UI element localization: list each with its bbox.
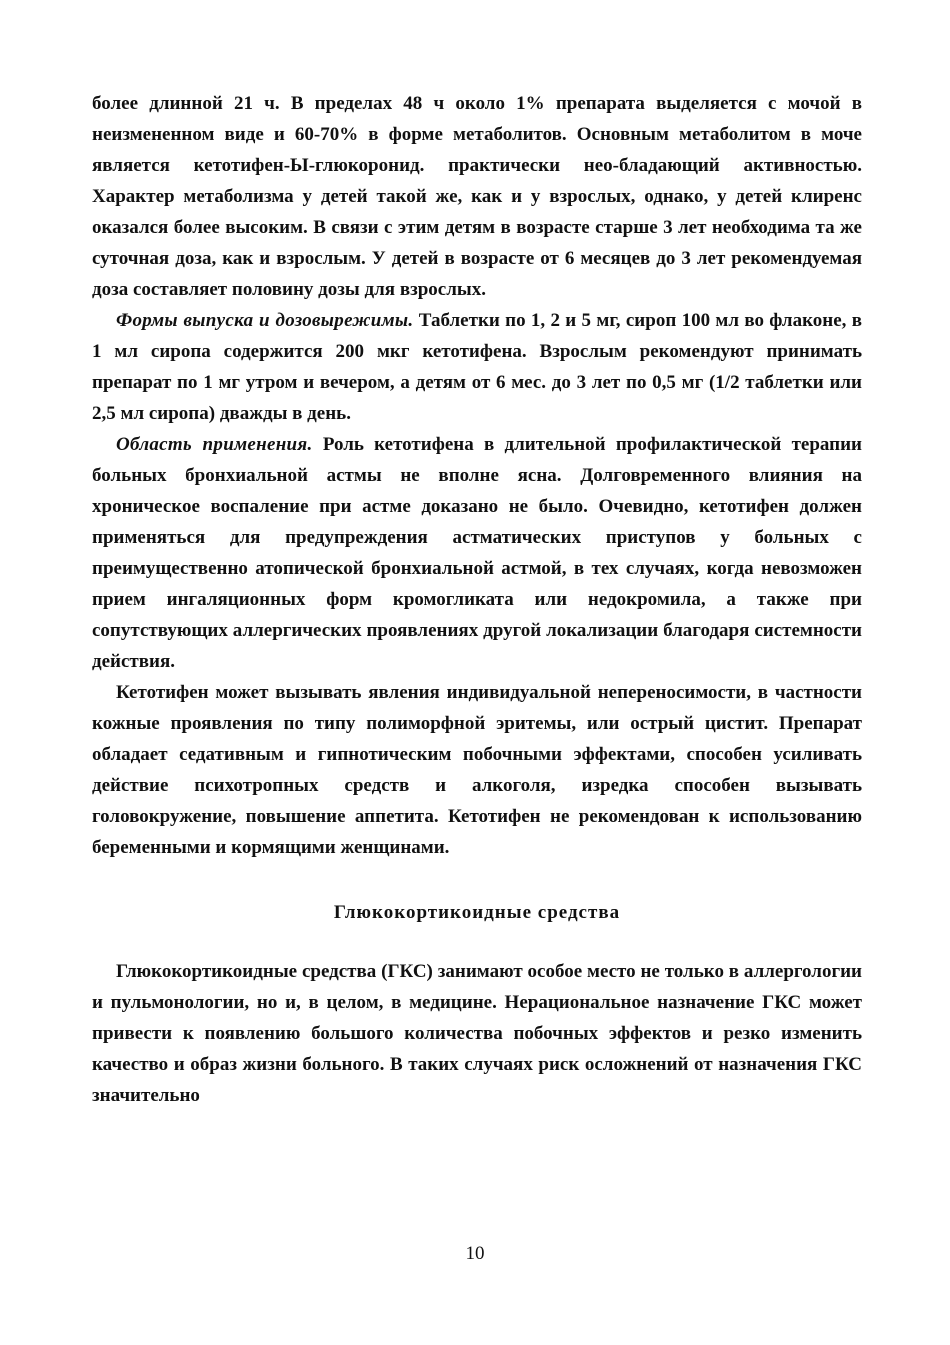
paragraph-text: Кетотифен может вызывать явления индивидуальной непереносимости, в частности кожные проявления по типу полиморфной эритемы, или острый цистит. Препарат обладает седативным и гипнотическим побочными эффектами, способен усиливать действие психотропных средств и алкоголя, изредка способен вызывать головокружение, повышение аппетита. Кетотифен не рекомендован к использованию беременными и кормящими женщинами.: [92, 682, 862, 858]
section-heading: Глюкокортикоидные средства: [333, 902, 621, 923]
paragraph-indications: [92, 429, 862, 677]
paragraph-metabolism: [92, 88, 862, 305]
paragraph-side-effects: [92, 677, 862, 863]
paragraph-glucocorticoids: [92, 956, 862, 1111]
paragraph-lead-dosage-forms: Формы выпуска и дозовырежимы.: [116, 310, 414, 331]
paragraph-text: более длинной 21 ч. В пределах 48 ч около 1% препарата выделяется с мочой в неизмененном виде и 60-70% в форме метаболитов. Основным метаболитом в моче является кетотифен-Ы-глюкоронид. практически нео-бладающий активностью. Характер метаболизма у детей такой же, как и у взрослых, однако, у детей клиренс оказался более высоким. В связи с этим детям в возрасте старше 3 лет необходима та же суточная доза, как и взрослым. У детей в возрасте от 6 месяцев до 3 лет рекомендуемая доза составляет половину дозы для взрослых.: [92, 93, 862, 300]
paragraph-lead-indications: Область применения.: [116, 434, 313, 455]
paragraph-text: Роль кетотифена в длительной профилактической терапии больных бронхиальной астмы не вполне ясна. Долговременного влияния на хроническое воспаление при астме доказано не было. Очевидно, кетотифен должен применяться для предупреждения астматических приступов у больных с преимущественно атопической бронхиальной астмой, в тех случаях, когда невозможен прием ингаляционных форм кромогликата или недокромила, а также при сопутствующих аллергических проявлениях другой локализации благодаря системности действия.: [92, 434, 863, 672]
paragraph-dosage-forms: [92, 305, 862, 429]
document-page: [92, 88, 862, 1111]
paragraph-text: Таблетки по 1, 2 и 5 мг, сироп 100 мл во флаконе, в 1 мл сиропа содержится 200 мкг кетотифена. Взрослым рекомендуют принимать препарат по 1 мг утром и вечером, а детям от 6 мес. до 3 лет по 0,5 мг (1/2 таблетки или 2,5 мл сиропа) дважды в день.: [92, 310, 862, 424]
paragraph-text: Глюкокортикоидные средства (ГКС) занимают особое место не только в аллергологии и пульмонологии, но и, в целом, в медицине. Нерациональное назначение ГКС может привести к появлению большого количества побочных эффектов и резко изменить качество и образ жизни больного. В таких случаях риск осложнений от назначения ГКС значительно: [92, 961, 862, 1106]
page-number: 10: [465, 1243, 485, 1264]
